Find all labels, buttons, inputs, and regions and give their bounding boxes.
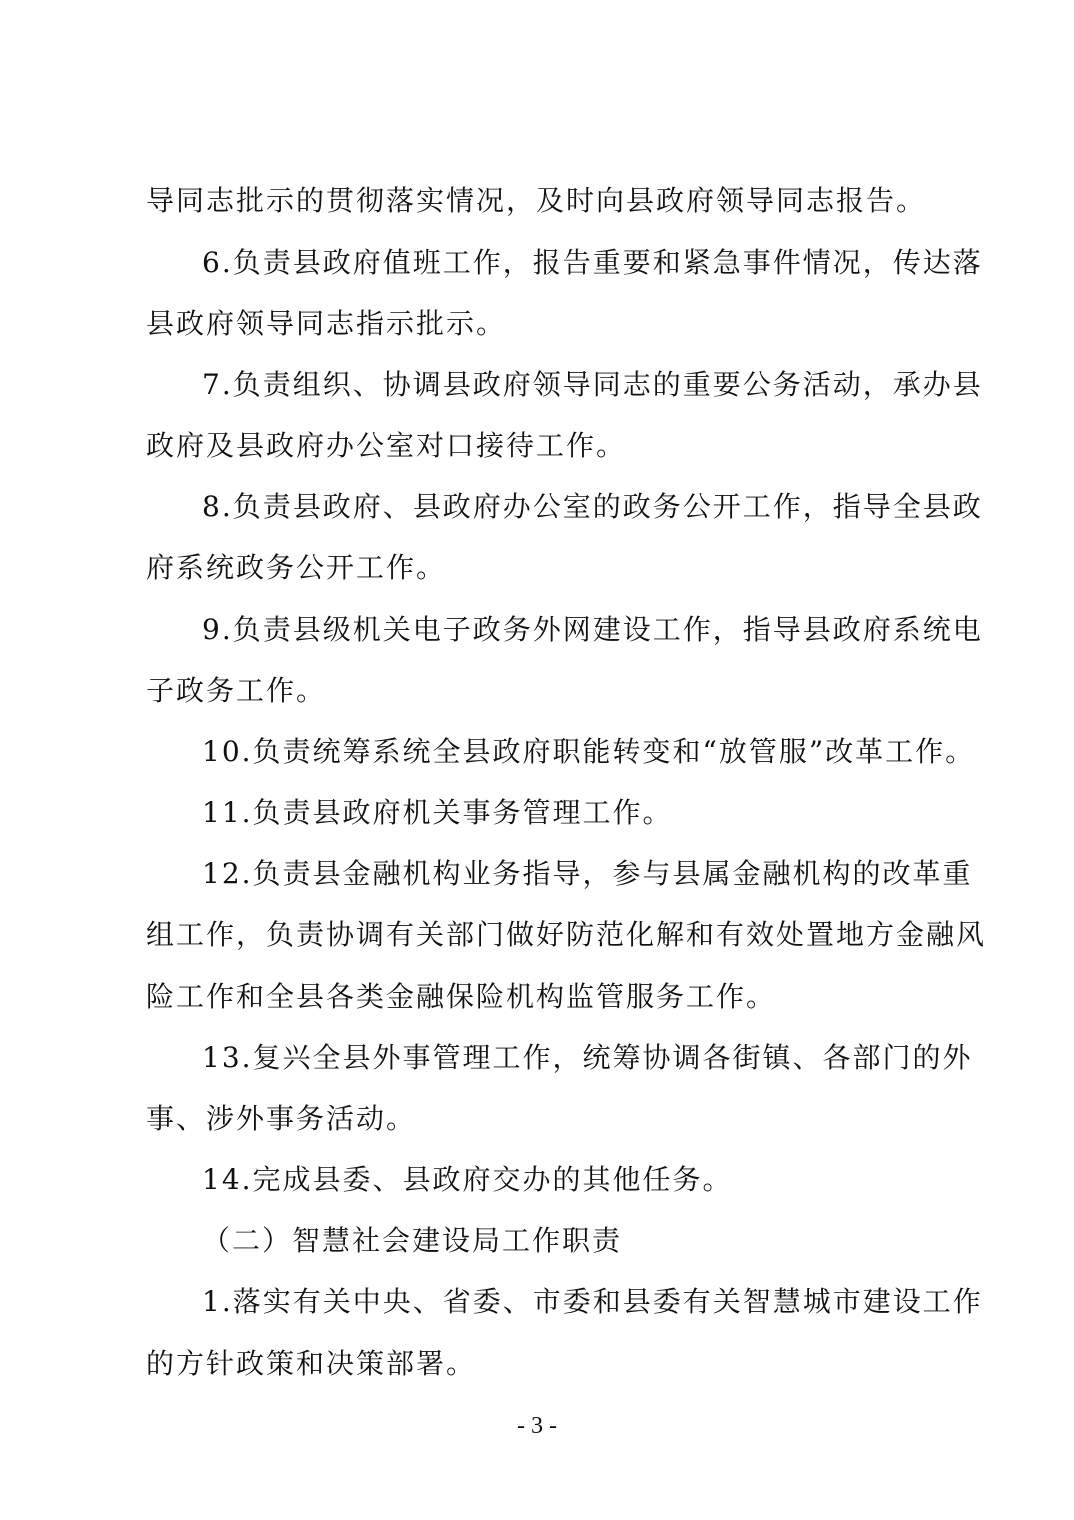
text-line: 6.负责县政府值班工作，报告重要和紧急事件情况，传达落 (202, 246, 983, 279)
text-line: 13.复兴全县外事管理工作，统筹协调各街镇、各部门的外 (202, 1041, 973, 1074)
text-line: 10.负责统筹系统全县政府职能转变和“放管服”改革工作。 (202, 735, 976, 768)
text-line: 14.完成县委、县政府交办的其他任务。 (202, 1163, 733, 1196)
text-line: 府系统政务公开工作。 (146, 551, 447, 584)
text-line: 事、涉外事务活动。 (146, 1102, 417, 1135)
text-line: 县政府领导同志指示批示。 (146, 307, 507, 340)
text-line: 导同志批示的贯彻落实情况，及时向县政府领导同志报告。 (146, 184, 927, 217)
text-line: 险工作和全县各类金融保险机构监管服务工作。 (146, 980, 777, 1013)
text-line: 7.负责组织、协调县政府领导同志的重要公务活动，承办县 (202, 368, 983, 401)
text-line: 8.负责县政府、县政府办公室的政务公开工作，指导全县政 (202, 490, 983, 523)
text-line: 子政务工作。 (146, 674, 327, 707)
text-line: 政府及县政府办公室对口接待工作。 (146, 429, 627, 462)
text-line: 的方针政策和决策部署。 (146, 1347, 477, 1380)
section-heading: （二）智慧社会建设局工作职责 (202, 1224, 623, 1257)
text-line: 9.负责县级机关电子政务外网建设工作，指导县政府系统电 (202, 613, 983, 646)
text-line: 12.负责县金融机构业务指导，参与县属金融机构的改革重 (202, 857, 973, 890)
text-line: 11.负责县政府机关事务管理工作。 (202, 796, 673, 829)
page-number: - 3 - (517, 1413, 557, 1439)
text-line: 1.落实有关中央、省委、市委和县委有关智慧城市建设工作 (202, 1285, 983, 1318)
text-line: 组工作，负责协调有关部门做好防范化解和有效处置地方金融风 (146, 918, 987, 951)
